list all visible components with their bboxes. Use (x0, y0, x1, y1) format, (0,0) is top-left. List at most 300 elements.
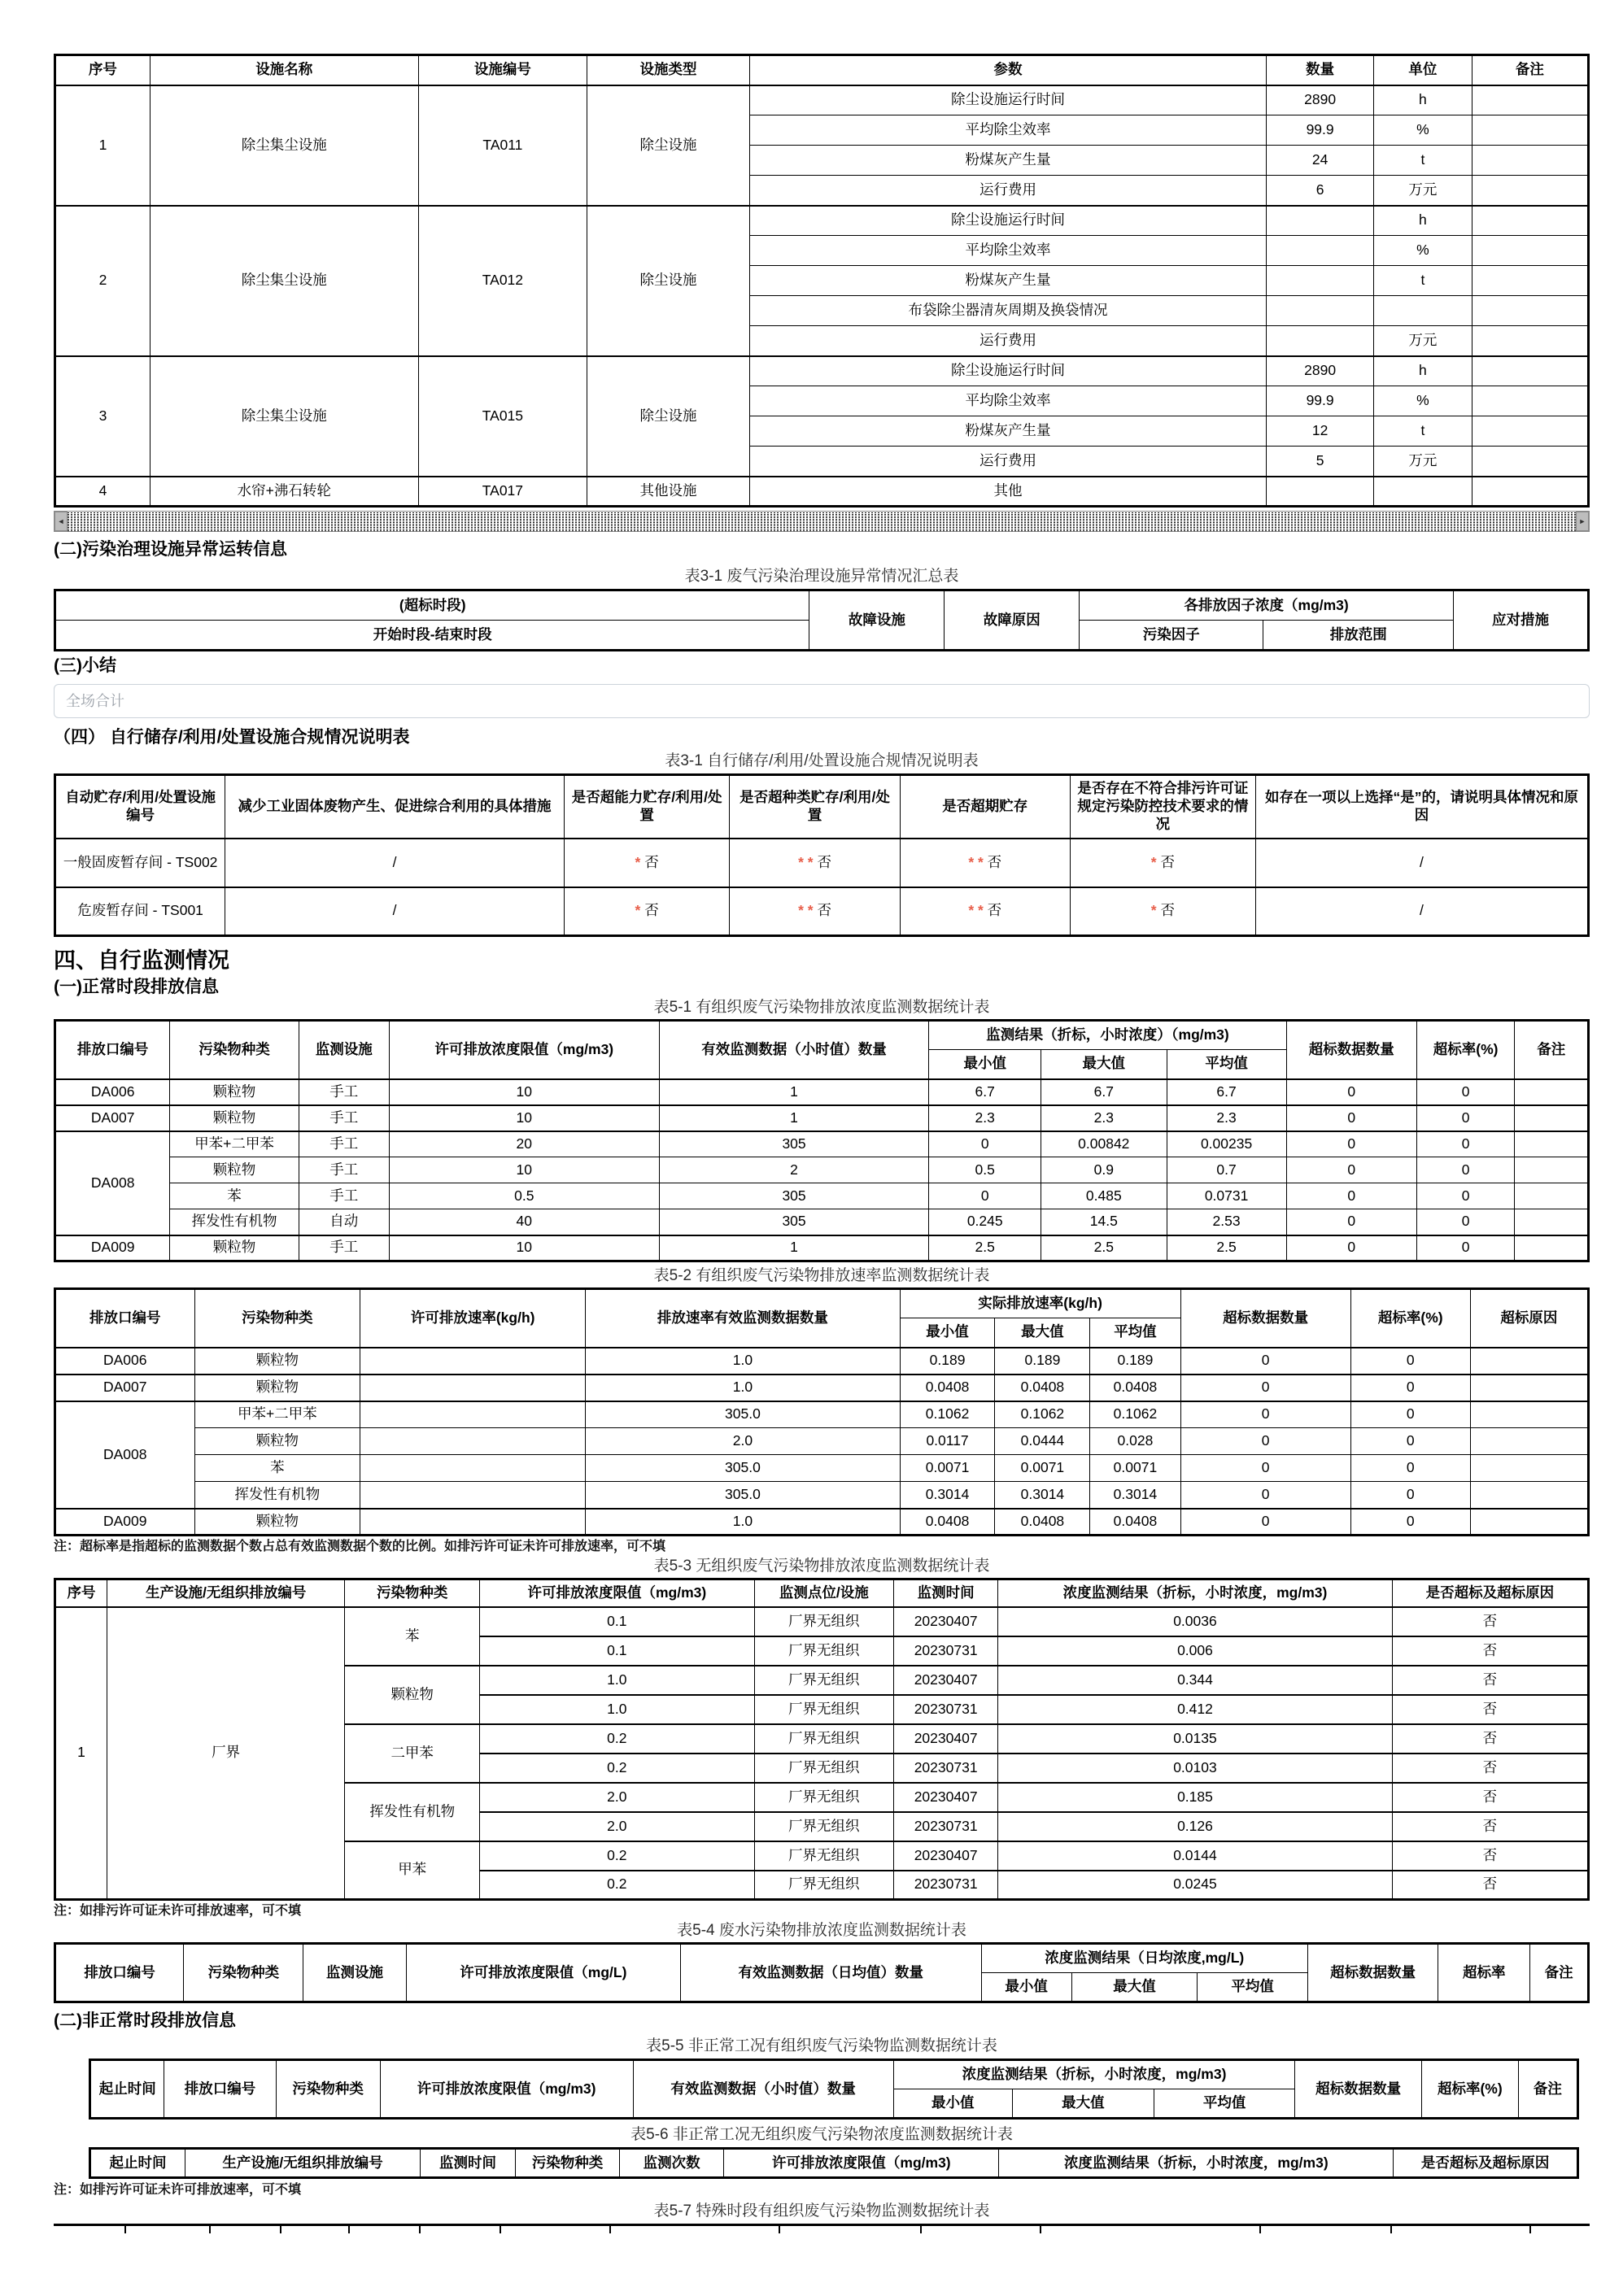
table-cell: 苯 (170, 1183, 299, 1209)
table-cell: 6.7 (929, 1079, 1041, 1105)
required-asterisk: * (635, 902, 645, 919)
table-cell: 0.3014 (900, 1482, 995, 1509)
table-cell: DA009 (55, 1509, 195, 1536)
table-cell: 粉煤灰产生量 (749, 146, 1266, 176)
table-cell: 除尘集尘设施 (150, 356, 418, 477)
table-cell: t (1374, 266, 1472, 296)
column-divider (609, 2226, 611, 2233)
table-cell: % (1374, 115, 1472, 146)
table-title-5-6: 表5-6 非正常工况无组织废气污染物浓度监测数据统计表 (630, 2126, 1013, 2143)
required-asterisk: * * (968, 902, 988, 919)
table-cell: 手工 (299, 1131, 389, 1157)
table-cell: % (1374, 386, 1472, 416)
table-cell: 0.1 (480, 1636, 754, 1666)
table-cell: TA015 (418, 356, 587, 477)
table-cell: 2 (55, 206, 151, 356)
table-cell: 2.5 (1041, 1235, 1167, 1261)
table-cell: 0 (1416, 1157, 1515, 1183)
table-cell: 0.0071 (900, 1455, 995, 1482)
table-cell: 除尘设施 (587, 356, 750, 477)
table-cell: 1.0 (586, 1509, 900, 1536)
table-cell: 颗粒物 (170, 1105, 299, 1131)
table-cell: 0 (1350, 1348, 1470, 1375)
table-cell: 0.0408 (900, 1375, 995, 1401)
table-cell: 0.9 (1041, 1157, 1167, 1183)
table-cell (1472, 386, 1588, 416)
table-cell: 万元 (1374, 176, 1472, 206)
table-cell: 0.412 (998, 1695, 1392, 1724)
table-cell: 否 (1392, 1724, 1588, 1754)
table-cell: 颗粒物 (194, 1428, 360, 1455)
table-cell: h (1374, 206, 1472, 236)
table-cell: * 否 (1070, 839, 1255, 887)
header-cell: 许可排放浓度限值（mg/L) (406, 1944, 680, 2002)
header-cell: 故障原因 (945, 590, 1080, 651)
table-cell: 除尘设施 (587, 85, 750, 206)
header-cell: 平均值 (1198, 1973, 1308, 2002)
table-cell: 2.0 (480, 1783, 754, 1812)
header-cell: 污染物种类 (276, 2060, 380, 2119)
header-cell: 许可排放浓度限值（mg/m3) (389, 1021, 659, 1079)
table-title-5-2: 表5-2 有组织废气污染物排放速率监测数据统计表 (653, 1267, 990, 1284)
header-cell: 监测时间 (894, 1579, 998, 1607)
table-cell: 2.3 (1167, 1105, 1286, 1131)
table-cell (1515, 1183, 1589, 1209)
table-cell: t (1374, 146, 1472, 176)
header-cell: 污染因子 (1080, 621, 1263, 651)
table-cell (1472, 115, 1588, 146)
table-cell: 0.7 (1167, 1157, 1286, 1183)
table-cell: 0 (1416, 1235, 1515, 1261)
table-cell: * * 否 (730, 839, 900, 887)
header-cell: 最大值 (1012, 2089, 1154, 2119)
table-cell: 除尘设施运行时间 (749, 85, 1266, 115)
note-fill-optional-2: 注：如排污许可证未许可排放速率，可不填 (54, 2183, 302, 2197)
header-cell: 超标数据数量 (1308, 1944, 1438, 2002)
table-cell: 0.1062 (995, 1401, 1090, 1428)
table-cell: 0 (1286, 1131, 1416, 1157)
wastewater-table-wrap (54, 1942, 1590, 2003)
note-exceed-rate: 注：超标率是指超标的监测数据个数占总有效监测数据个数的比例。如排污许可证未许可排放速率，可不填 (54, 1540, 666, 1553)
t57-table-stub (54, 2224, 1590, 2237)
column-divider (1259, 2226, 1261, 2233)
table-cell: 0.1062 (1090, 1401, 1180, 1428)
table-cell: 0.0408 (1090, 1375, 1180, 1401)
table-cell: 手工 (299, 1105, 389, 1131)
t54-table (54, 1942, 1590, 2003)
header-cell: 是否超期贮存 (900, 775, 1070, 839)
section-heading-self-monitoring: 四、自行监测情况 (54, 948, 229, 973)
table-title-5-7: 表5-7 特殊时段有组织废气污染物监测数据统计表 (653, 2202, 990, 2220)
header-cell: 设施编号 (418, 55, 587, 85)
header-cell: 最小值 (929, 1050, 1041, 1079)
header-cell: 有效监测数据（日均值）数量 (681, 1944, 981, 2002)
table-cell: TA012 (418, 206, 587, 356)
table-cell: 2890 (1267, 356, 1374, 386)
abnormal-organized-table-wrap (54, 2059, 1590, 2120)
table-cell: 否 (1392, 1871, 1588, 1900)
table-cell: DA007 (55, 1375, 195, 1401)
table-cell: 颗粒物 (194, 1509, 360, 1536)
table-cell: 20230731 (894, 1695, 998, 1724)
table-cell: 305 (659, 1131, 929, 1157)
header-cell: 序号 (55, 1579, 107, 1607)
table-cell (1472, 176, 1588, 206)
note-fill-optional-1: 注：如排污许可证未许可排放速率，可不填 (54, 1904, 302, 1918)
table-cell: 1 (659, 1105, 929, 1131)
table-cell (1470, 1348, 1588, 1375)
column-divider (920, 2226, 922, 2233)
header-cell: 自动贮存/利用/处置设施编号 (55, 775, 225, 839)
table-cell (1470, 1428, 1588, 1455)
scrollbar-track[interactable] (68, 512, 1576, 531)
table-cell: * 否 (564, 887, 730, 936)
header-cell: 生产设施/无组织排放编号 (107, 1579, 345, 1607)
table-cell: 0.006 (998, 1636, 1392, 1666)
table-cell: 1.0 (586, 1375, 900, 1401)
facility-params-table-wrap (54, 54, 1590, 508)
table-cell: 0.00842 (1041, 1131, 1167, 1157)
table-cell: 305 (659, 1209, 929, 1235)
header-cell: 许可排放浓度限值（mg/m3) (724, 2149, 999, 2178)
table-cell: DA009 (55, 1235, 170, 1261)
header-cell: 最小值 (900, 1318, 995, 1348)
table-cell: 0.0444 (995, 1428, 1090, 1455)
header-cell: 最大值 (995, 1318, 1090, 1348)
table-cell: 运行费用 (749, 326, 1266, 356)
header-cell: 是否超标及超标原因 (1394, 2149, 1578, 2178)
table-cell (360, 1401, 586, 1428)
header-cell: 有效监测数据（小时值）数量 (659, 1021, 929, 1079)
column-divider (779, 2226, 780, 2233)
table-cell (1472, 356, 1588, 386)
table-cell: 自动 (299, 1209, 389, 1235)
table-cell: 0.3014 (1090, 1482, 1180, 1509)
table-cell: 甲苯+二甲苯 (194, 1401, 360, 1428)
header-cell: 备注 (1530, 1944, 1589, 2002)
table-cell (1472, 236, 1588, 266)
header-cell: 数量 (1267, 55, 1374, 85)
abnormal-unorganized-table-wrap (54, 2147, 1590, 2179)
table-cell: 颗粒物 (170, 1079, 299, 1105)
table-cell: 厂界无组织 (754, 1666, 894, 1695)
anomaly-table-wrap (54, 589, 1590, 651)
header-cell: 超标率(%) (1416, 1021, 1515, 1079)
table-cell: 10 (389, 1079, 659, 1105)
table-cell: h (1374, 356, 1472, 386)
table-cell: 0 (1286, 1235, 1416, 1261)
scroll-left-button[interactable] (55, 512, 68, 531)
table-cell: 24 (1267, 146, 1374, 176)
table-cell: 厂界无组织 (754, 1871, 894, 1900)
table-cell: 0.0144 (998, 1841, 1392, 1871)
table-cell (360, 1509, 586, 1536)
header-cell: 减少工业固体废物产生、促进综合利用的具体措施 (225, 775, 565, 839)
table-cell: 305.0 (586, 1482, 900, 1509)
table-cell: 20230407 (894, 1841, 998, 1871)
header-cell: 污染物种类 (345, 1579, 480, 1607)
table-cell: 2890 (1267, 85, 1374, 115)
table-cell: 危废暂存间 - TS001 (55, 887, 225, 936)
table-cell: 20230731 (894, 1636, 998, 1666)
table-cell: 0 (929, 1183, 1041, 1209)
header-cell: 监测时间 (421, 2149, 516, 2178)
table-cell: 0 (1180, 1509, 1350, 1536)
table-cell (1267, 296, 1374, 326)
header-cell: 最小值 (981, 1973, 1071, 2002)
table-cell: 0.5 (389, 1183, 659, 1209)
table-cell: * 否 (1070, 887, 1255, 936)
table-cell: 0.245 (929, 1209, 1041, 1235)
required-asterisk: * * (798, 853, 818, 870)
table-cell: 0 (1416, 1079, 1515, 1105)
table-cell: 6.7 (1041, 1079, 1167, 1105)
table-cell: 厂界无组织 (754, 1812, 894, 1841)
table-cell (1472, 326, 1588, 356)
table-cell (360, 1482, 586, 1509)
table-cell: / (1255, 839, 1588, 887)
table-cell: 0 (1180, 1428, 1350, 1455)
table-cell (1267, 477, 1374, 507)
table-cell: 除尘集尘设施 (150, 85, 418, 206)
table-cell: 其他设施 (587, 477, 750, 507)
table-cell: 运行费用 (749, 176, 1266, 206)
table-cell: 0.3014 (995, 1482, 1090, 1509)
table-cell: h (1374, 85, 1472, 115)
header-cell: 各排放因子浓度（mg/m3) (1080, 590, 1454, 621)
table-cell: 0 (1350, 1401, 1470, 1428)
table-cell: * * 否 (900, 887, 1070, 936)
table-cell: 厂界无组织 (754, 1754, 894, 1783)
header-cell: 污染物种类 (194, 1289, 360, 1348)
table-cell: / (1255, 887, 1588, 936)
table-title-5-5: 表5-5 非正常工况有组织废气污染物监测数据统计表 (646, 2037, 997, 2054)
table-cell: * 否 (564, 839, 730, 887)
subsection-heading-abnormal-period: (二)非正常时段排放信息 (54, 2011, 236, 2030)
header-cell: 是否存在不符合排污许可证规定污染防控技术要求的情况 (1070, 775, 1255, 839)
table-cell: 5 (1267, 447, 1374, 477)
table-cell: 10 (389, 1235, 659, 1261)
table-cell: 0 (1286, 1209, 1416, 1235)
header-cell: 排放范围 (1263, 621, 1454, 651)
anomaly-table (54, 589, 1590, 651)
table-cell: 否 (1392, 1666, 1588, 1695)
table-cell: 0 (1350, 1482, 1470, 1509)
table-cell: / (225, 887, 565, 936)
table-cell: 万元 (1374, 326, 1472, 356)
table-cell: 0 (1180, 1348, 1350, 1375)
table-cell: 颗粒物 (194, 1348, 360, 1375)
table-cell: 2.53 (1167, 1209, 1286, 1235)
table-cell: 厂界无组织 (754, 1607, 894, 1636)
header-cell: 平均值 (1154, 2089, 1295, 2119)
column-divider (280, 2226, 281, 2233)
table-cell: 0.0731 (1167, 1183, 1286, 1209)
table-cell: 2.5 (929, 1235, 1041, 1261)
header-cell: 超标率(%) (1350, 1289, 1470, 1348)
table-cell: 厂界无组织 (754, 1695, 894, 1724)
table-cell: DA008 (55, 1401, 195, 1509)
table-cell: 0.0408 (900, 1509, 995, 1536)
t56-table (89, 2147, 1579, 2179)
header-cell: 应对措施 (1454, 590, 1589, 651)
header-cell: 单位 (1374, 55, 1472, 85)
table-cell: 20 (389, 1131, 659, 1157)
table-cell: 0.0071 (995, 1455, 1090, 1482)
table-cell: 否 (1392, 1607, 1588, 1636)
table-cell (360, 1375, 586, 1401)
column-divider (500, 2226, 501, 2233)
table-cell: 厂界无组织 (754, 1724, 894, 1754)
table-cell: 2.3 (1041, 1105, 1167, 1131)
header-cell: 许可排放浓度限值（mg/m3) (380, 2060, 633, 2119)
t55-table (89, 2059, 1579, 2120)
header-cell: 许可排放浓度限值（mg/m3) (480, 1579, 754, 1607)
header-cell: 超标率(%) (1421, 2060, 1518, 2119)
table-cell: 0 (1286, 1183, 1416, 1209)
header-cell: 排放口编号 (55, 1289, 195, 1348)
horizontal-scrollbar[interactable] (54, 511, 1590, 532)
table-cell: 305.0 (586, 1455, 900, 1482)
table-cell (1472, 85, 1588, 115)
header-cell: 超标率 (1438, 1944, 1530, 2002)
table-cell: 0.2 (480, 1724, 754, 1754)
column-divider (419, 2226, 421, 2233)
required-asterisk: * (635, 853, 645, 870)
header-cell: 监测设施 (303, 1944, 406, 2002)
header-cell: 排放口编号 (55, 1021, 170, 1079)
table-cell: 0.0135 (998, 1724, 1392, 1754)
scroll-right-button[interactable] (1576, 512, 1589, 531)
table-cell: DA008 (55, 1131, 170, 1235)
table-cell: 挥发性有机物 (194, 1482, 360, 1509)
table-cell: DA006 (55, 1079, 170, 1105)
table-cell: DA006 (55, 1348, 195, 1375)
table-cell: 305.0 (586, 1401, 900, 1428)
table-cell: 6 (1267, 176, 1374, 206)
table-cell: 一般固废暂存间 - TS002 (55, 839, 225, 887)
table-cell: 否 (1392, 1636, 1588, 1666)
table-cell: 万元 (1374, 447, 1472, 477)
table-cell: 20230407 (894, 1724, 998, 1754)
table-cell: 除尘设施运行时间 (749, 356, 1266, 386)
header-cell: 起止时间 (90, 2060, 164, 2119)
header-cell: 序号 (55, 55, 151, 85)
header-cell: 生产设施/无组织排放编号 (185, 2149, 421, 2178)
table-cell: 0 (1416, 1105, 1515, 1131)
required-asterisk: * (1150, 902, 1161, 919)
table-cell (1515, 1105, 1589, 1131)
column-divider (1040, 2226, 1041, 2233)
table-cell (1470, 1375, 1588, 1401)
header-cell: (超标时段) (55, 590, 809, 621)
table-cell: 颗粒物 (170, 1235, 299, 1261)
table-title-5-4: 表5-4 废水污染物排放浓度监测数据统计表 (677, 1922, 966, 1939)
t51-table (54, 1019, 1590, 1262)
header-cell: 污染物种类 (516, 2149, 620, 2178)
table-cell (1472, 206, 1588, 236)
header-cell: 污染物种类 (170, 1021, 299, 1079)
table-cell (1515, 1209, 1589, 1235)
header-cell: 设施名称 (150, 55, 418, 85)
table-cell: 粉煤灰产生量 (749, 266, 1266, 296)
table-cell: 手工 (299, 1157, 389, 1183)
table-cell: 0.0408 (1090, 1509, 1180, 1536)
table-cell: 0 (1286, 1157, 1416, 1183)
table-cell: / (225, 839, 565, 887)
unorganized-concentration-table-wrap (54, 1578, 1590, 1901)
table-cell (360, 1428, 586, 1455)
header-cell: 平均值 (1090, 1318, 1180, 1348)
table-cell: 2 (659, 1157, 929, 1183)
summary-input[interactable] (54, 684, 1590, 718)
header-cell: 超标数据数量 (1180, 1289, 1350, 1348)
table-cell: 0 (1416, 1209, 1515, 1235)
table-cell: 20230407 (894, 1666, 998, 1695)
table-cell (1470, 1401, 1588, 1428)
table-cell: 0 (1350, 1509, 1470, 1536)
header-cell: 污染物种类 (184, 1944, 303, 2002)
table-cell: 2.0 (480, 1812, 754, 1841)
table-cell (1472, 266, 1588, 296)
table-cell: 甲苯 (345, 1841, 480, 1900)
table-cell: 0.0117 (900, 1428, 995, 1455)
table-cell: 0 (1180, 1455, 1350, 1482)
table-cell: 0.344 (998, 1666, 1392, 1695)
column-divider (209, 2226, 211, 2233)
table-cell: 0.0408 (995, 1509, 1090, 1536)
table-cell: 0.189 (900, 1348, 995, 1375)
table-cell (1470, 1509, 1588, 1536)
header-cell: 备注 (1518, 2060, 1577, 2119)
header-cell: 是否超种类贮存/利用/处置 (730, 775, 900, 839)
scroll-left-icon: ◄ (57, 517, 65, 525)
table-cell: 0 (1350, 1375, 1470, 1401)
table-cell: 0 (1286, 1079, 1416, 1105)
table-cell (1472, 477, 1588, 507)
facility-table (54, 54, 1590, 508)
table-cell: 4 (55, 477, 151, 507)
table-cell: 12 (1267, 416, 1374, 447)
table-cell: 20230731 (894, 1812, 998, 1841)
table-cell: 除尘设施 (587, 206, 750, 356)
header-cell: 超标数据数量 (1286, 1021, 1416, 1079)
table-cell: 平均除尘效率 (749, 236, 1266, 266)
header-cell: 备注 (1472, 55, 1588, 85)
table-cell (1470, 1482, 1588, 1509)
table-cell: TA011 (418, 85, 587, 206)
header-cell: 排放口编号 (164, 2060, 276, 2119)
table-cell: 2.5 (1167, 1235, 1286, 1261)
table-cell: 其他 (749, 477, 1266, 507)
column-divider (124, 2226, 126, 2233)
table-cell: 0.00235 (1167, 1131, 1286, 1157)
table-cell (1374, 477, 1472, 507)
header-cell: 超标原因 (1470, 1289, 1588, 1348)
table-cell (1267, 326, 1374, 356)
required-asterisk: * (1150, 853, 1161, 870)
table-cell: 0.126 (998, 1812, 1392, 1841)
table-cell: 2.3 (929, 1105, 1041, 1131)
header-cell: 实际排放速率(kg/h) (900, 1289, 1180, 1318)
table-cell: 0.185 (998, 1783, 1392, 1812)
table-cell (1515, 1131, 1589, 1157)
header-cell: 设施类型 (587, 55, 750, 85)
header-cell: 最大值 (1071, 1973, 1198, 2002)
table-cell: 0.189 (1090, 1348, 1180, 1375)
column-divider (348, 2226, 350, 2233)
table-cell: 14.5 (1041, 1209, 1167, 1235)
